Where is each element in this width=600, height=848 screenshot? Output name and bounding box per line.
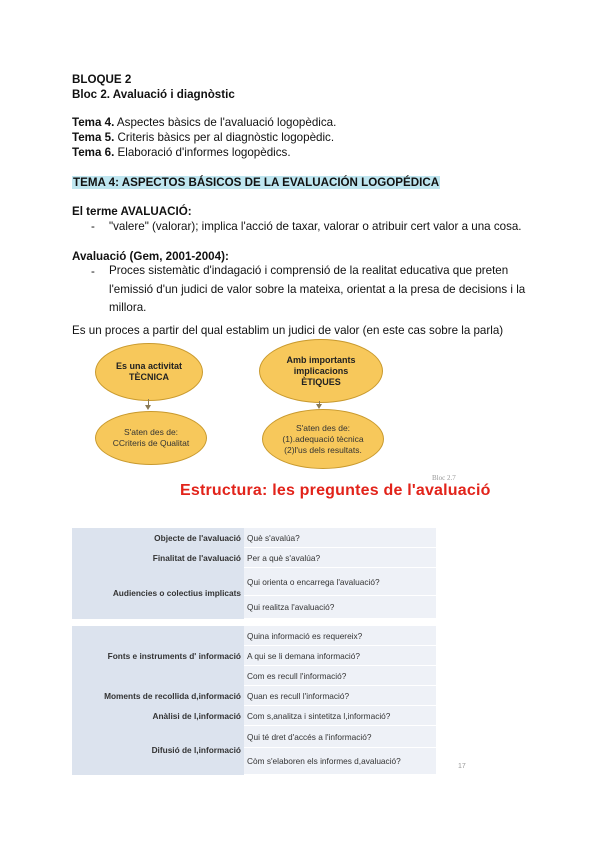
oval-criteris	[95, 411, 207, 465]
table-key: Audiencies o colectius implicats	[72, 568, 244, 619]
table-value: Per a què s'avalúa?	[244, 548, 436, 568]
bloque-heading: BLOQUE 2	[72, 73, 132, 86]
arrowhead-icon	[145, 405, 151, 410]
oval-line: implicacions	[293, 365, 349, 376]
table-value: A qui se li demana informació?	[244, 646, 436, 666]
oval-line: S'aten des de:	[123, 427, 179, 437]
section-heading-text: TEMA 4: ASPECTOS BÁSICOS DE LA EVALUACIÓN LOGOPÉDICA	[73, 176, 440, 189]
terme-text: "valere" (valorar); implica l'acció de taxar, valorar o atribuir cert valor a una cosa.	[109, 220, 522, 233]
table-key: Finalitat de l'avaluació	[72, 548, 244, 568]
table-value: Qui té dret d'accés a l'informació?	[244, 726, 436, 748]
tema-line	[72, 146, 291, 160]
table-key: Fonts e instruments d' informació	[72, 626, 244, 686]
bullet-dash: -	[91, 265, 95, 278]
tema-number: Tema 6.	[72, 146, 115, 159]
bloc-note: Bloc 2.7	[432, 474, 456, 482]
table-value: Quan es recull l'informació?	[244, 686, 436, 706]
tema-line	[72, 131, 334, 145]
oval-line: CCriteris de Qualitat	[112, 438, 190, 448]
gem-text: Proces sistemàtic d'indagació i comprensió de la realitat educativa que preten l'emissió d'un judici de valor sobre la mateixa, orientat a la presa de decisions i la millora.	[109, 264, 526, 314]
oval-line: Amb importants	[286, 354, 356, 365]
table-row	[72, 686, 436, 706]
tema-number: Tema 5.	[72, 131, 115, 144]
table-key: Moments de recollida d,informació	[72, 686, 244, 706]
oval-etiques	[259, 339, 383, 403]
table-row	[72, 528, 436, 548]
estructura-title: Estructura: les preguntes de l'avaluació	[180, 482, 491, 499]
table-row	[72, 548, 436, 568]
table-value: Com es recull l'informació?	[244, 666, 436, 686]
oval-line: (2)l'us dels resultats.	[284, 444, 362, 455]
table-value: Què s'avalúa?	[244, 528, 436, 548]
table-value: Com s,analitza i sintetitza l,informació?	[244, 706, 436, 726]
oval-line: Es una activitat	[115, 361, 183, 371]
oval-line: (1).adequació tècnica	[282, 433, 364, 444]
table-value: Còm s'elaboren els informes d,avaluació?	[244, 748, 436, 775]
proces-line: Es un proces a partir del qual establim un judici de valor (en este cas sobre la parla)	[72, 324, 504, 337]
tema-text: Aspectes bàsics de l'avaluació logopèdica.	[114, 116, 337, 129]
table-key: Objecte de l'avaluació	[72, 528, 244, 548]
table-row	[72, 726, 436, 748]
table-row	[72, 568, 436, 596]
tema-line	[72, 116, 336, 130]
bloc-subheading: Bloc 2. Avaluació i diagnòstic	[72, 88, 235, 101]
oval-line: ÈTIQUES	[301, 376, 341, 387]
tema-number: Tema 4.	[72, 116, 115, 129]
table-value: Qui orienta o encarrega l'avaluació?	[244, 568, 436, 596]
table-value: Qui realitza l'avaluació?	[244, 596, 436, 619]
oval-adequacio	[262, 409, 384, 469]
terme-title: El terme AVALUACIÓ:	[72, 205, 192, 218]
table-row	[72, 626, 436, 646]
tema-text: Criteris bàsics per al diagnòstic logopèdic.	[114, 131, 335, 144]
tema-text: Elaboració d'informes logopèdics.	[114, 146, 291, 159]
table-row	[72, 706, 436, 726]
gem-title: Avaluació (Gem, 2001-2004):	[72, 250, 229, 263]
table-key: Anàlisi de l,informació	[72, 706, 244, 726]
oval-line: TÈCNICA	[129, 372, 169, 382]
section-heading	[72, 176, 440, 190]
questions-table-2	[72, 626, 436, 775]
table-value: Quina informació es requereix?	[244, 626, 436, 646]
oval-line: S'aten des de:	[295, 422, 351, 433]
bullet-dash: -	[91, 220, 95, 233]
table-key: Difusió de l,informació	[72, 726, 244, 775]
questions-table-1	[72, 528, 436, 619]
oval-tecnica	[95, 343, 203, 401]
page-number: 17	[458, 763, 466, 770]
